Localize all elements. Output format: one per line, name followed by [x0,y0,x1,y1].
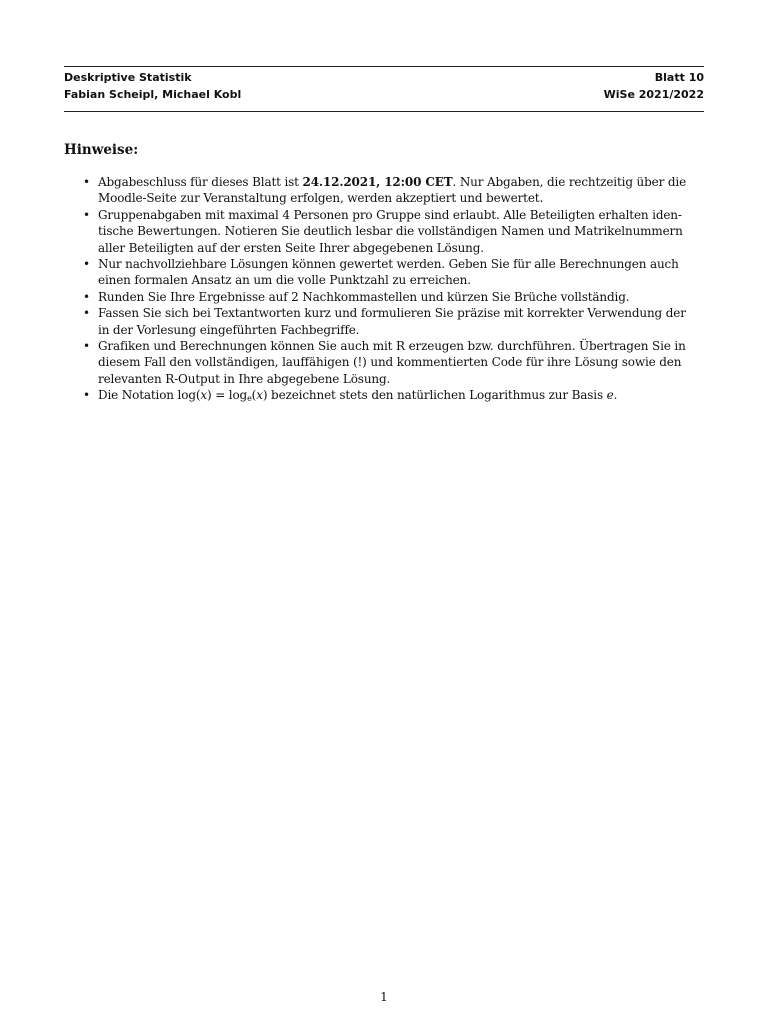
text-run: ( [251,388,257,403]
semester: WiSe 2021/2022 [603,88,704,101]
list-item-line: relevanten R-Output in Ihre abgegebene Lösung. [98,371,391,386]
list-item-line: Nur nachvollziehbare Lösungen können gewertet werden. Geben Sie für alle Berechnungen auch [98,257,679,272]
list-item-line: tische Bewertungen. Notieren Sie deutlich lesbar die vollständigen Namen und Matrikelnummern [98,224,683,239]
list-item-line: aller Beteiligten auf der ersten Seite Ihrer abgegebenen Lösung. [98,240,484,255]
list-item-line: Grafiken und Berechnungen können Sie auch mit R erzeugen bzw. durchführen. Übertragen Sie in [98,339,686,354]
list-item-line: Runden Sie Ihre Ergebnisse auf 2 Nachkommastellen und kürzen Sie Brüche vollständig. [98,289,630,304]
list-item [64,207,704,256]
math-variable: x [256,388,263,403]
page-number: 1 [380,990,388,1004]
log-notation [98,387,704,407]
list-item-line: Moodle-Seite zur Veranstaltung erfolgen, werden akzeptiert und bewertet. [98,191,544,206]
sheet-number: Blatt 10 [654,71,704,84]
text-run: Abgabeschluss für dieses Blatt ist [98,175,303,189]
list-item-line: einen formalen Ansatz an um die volle Punktzahl zu erreichen. [98,273,471,288]
text-run: ) = log [207,388,248,403]
list-item [64,289,704,305]
bullet-icon: • [83,175,90,189]
list-item-line: diesem Fall den vollständigen, lauffähigen (!) und kommentierten Code für ihre Lösung sowie den [98,355,682,370]
course-title: Deskriptive Statistik [64,71,192,84]
list-item [64,305,704,338]
list-item [64,256,704,289]
bullet-icon: • [83,257,90,272]
math-variable: e [606,388,614,403]
list-item-line: Fassen Sie sich bei Textantworten kurz und formulieren Sie präzise mit korrekter Verwendung der [98,306,686,321]
text-run: . Nur Abgaben, die rechtzeitig über die [452,175,687,189]
bullet-icon: • [83,289,90,304]
bullet-icon: • [83,207,90,222]
list-item [64,338,704,387]
notes-list [64,174,704,408]
log-base-subscript: e [247,394,252,404]
bullet-icon: • [83,339,90,354]
list-item-line [98,174,704,190]
deadline: 24.12.2021, 12:00 CET [302,175,453,189]
notes-heading: Hinweise: [64,142,139,158]
text-run: Die Notation log( [98,388,201,403]
list-item [64,387,704,407]
list-item-line: in der Vorlesung eingeführten Fachbegriffe. [98,322,360,337]
bullet-icon: • [83,388,90,403]
list-item-line: Gruppenabgaben mit maximal 4 Personen pro Gruppe sind erlaubt. Alle Beteiligten erhalten iden- [98,207,682,222]
text-run: ) bezeichnet stets den natürlichen Logarithmus zur Basis [262,388,607,403]
page-header [64,66,704,112]
math-variable: x [200,388,208,403]
authors: Fabian Scheipl, Michael Kobl [64,88,242,101]
list-item [64,174,704,207]
text-run: . [613,388,618,403]
bullet-icon: • [83,306,90,321]
